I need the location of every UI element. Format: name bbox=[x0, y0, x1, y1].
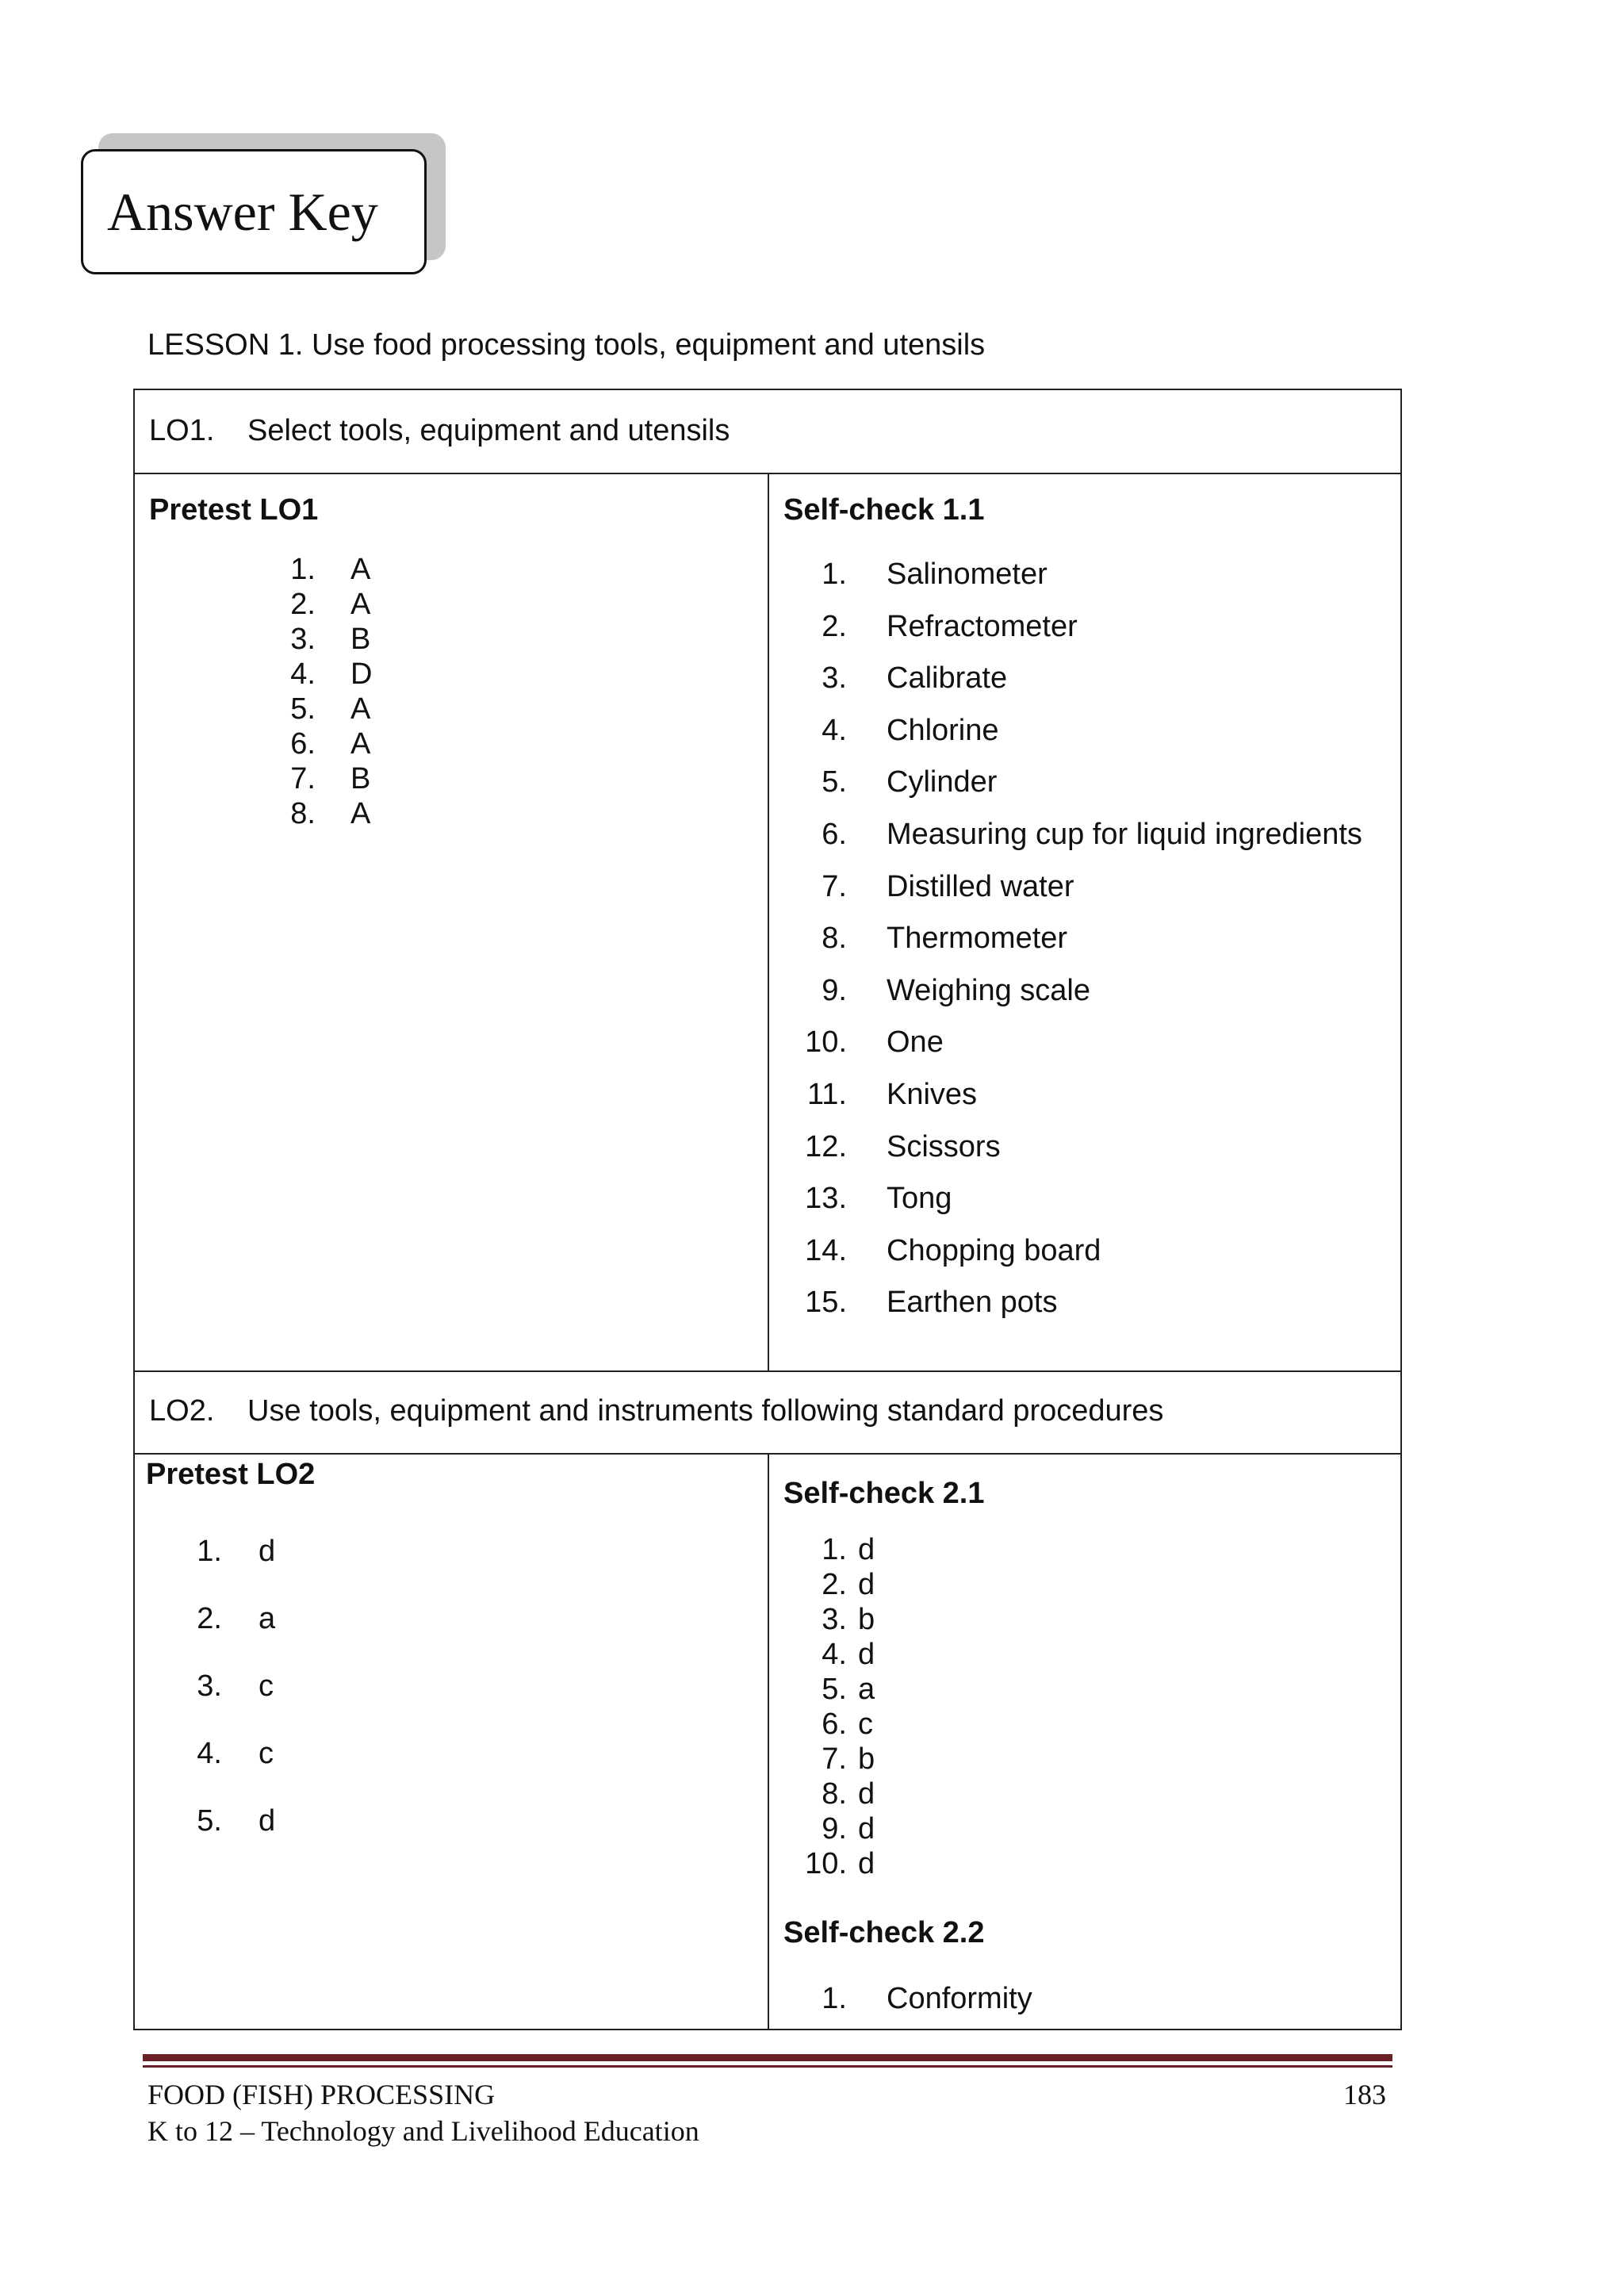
list-item bbox=[801, 1777, 875, 1811]
item-answer: A bbox=[350, 797, 371, 830]
selfcheck-2-2-list bbox=[801, 1973, 1032, 2025]
list-item bbox=[801, 1811, 875, 1846]
list-item bbox=[270, 796, 372, 831]
item-answer: Thermometer bbox=[887, 922, 1068, 956]
item-number: 8. bbox=[822, 1777, 847, 1811]
item-answer: c bbox=[259, 1669, 274, 1703]
pretest-lo1-list bbox=[270, 552, 372, 831]
lesson-title: LESSON 1. Use food processing tools, equipment and utensils bbox=[147, 328, 986, 362]
item-answer: Scissors bbox=[887, 1129, 1001, 1163]
list-item bbox=[801, 1742, 875, 1777]
item-answer: B bbox=[350, 623, 371, 656]
list-item bbox=[801, 1672, 875, 1707]
list-item bbox=[801, 965, 1362, 1018]
list-item bbox=[801, 1121, 1362, 1174]
item-answer: Salinometer bbox=[887, 558, 1048, 591]
list-item bbox=[801, 913, 1362, 965]
item-answer: c bbox=[259, 1737, 274, 1770]
item-answer: Tong bbox=[887, 1182, 952, 1216]
list-item bbox=[801, 757, 1362, 809]
list-item bbox=[801, 861, 1362, 914]
item-number: 9. bbox=[822, 1812, 847, 1846]
list-item bbox=[270, 587, 372, 622]
item-number: 3. bbox=[822, 661, 847, 696]
item-number: 13. bbox=[805, 1182, 847, 1216]
item-number: 8. bbox=[822, 922, 847, 956]
item-number: 14. bbox=[805, 1233, 847, 1267]
list-item bbox=[270, 761, 372, 796]
item-number: 5. bbox=[822, 1673, 847, 1706]
item-answer: Conformity bbox=[887, 1982, 1032, 2015]
item-number: 10. bbox=[805, 1025, 847, 1060]
item-number: 8. bbox=[290, 797, 316, 830]
item-number: 1. bbox=[822, 558, 847, 591]
item-answer: b bbox=[858, 1742, 875, 1776]
page-number: 183 bbox=[1343, 2079, 1386, 2110]
list-item bbox=[801, 705, 1362, 757]
item-number: 4. bbox=[822, 713, 847, 747]
list-item bbox=[801, 1225, 1362, 1278]
item-answer: a bbox=[259, 1602, 276, 1635]
item-number: 5. bbox=[822, 765, 847, 799]
item-answer: d bbox=[858, 1812, 875, 1846]
item-answer: D bbox=[350, 657, 373, 691]
item-number: 1. bbox=[197, 1535, 222, 1568]
list-item bbox=[182, 1518, 275, 1585]
item-number: 5. bbox=[290, 692, 316, 726]
item-answer: A bbox=[350, 553, 371, 586]
item-answer: One bbox=[887, 1025, 944, 1060]
list-item bbox=[801, 1707, 875, 1742]
item-number: 2. bbox=[197, 1602, 222, 1635]
item-answer: d bbox=[259, 1535, 276, 1568]
list-item bbox=[270, 622, 372, 657]
item-answer: Refractometer bbox=[887, 609, 1078, 643]
item-number: 7. bbox=[822, 869, 847, 903]
list-item bbox=[182, 1788, 275, 1855]
list-item bbox=[801, 1846, 875, 1881]
table-divider bbox=[135, 1370, 1400, 1372]
item-number: 3. bbox=[290, 623, 316, 656]
list-item bbox=[801, 1567, 875, 1602]
item-number: 4. bbox=[822, 1638, 847, 1671]
list-item bbox=[182, 1720, 275, 1788]
item-number: 9. bbox=[822, 973, 847, 1007]
item-answer: d bbox=[858, 1638, 875, 1671]
list-item bbox=[801, 1532, 875, 1567]
list-item bbox=[182, 1585, 275, 1653]
list-item bbox=[801, 1602, 875, 1637]
item-answer: c bbox=[858, 1708, 873, 1741]
list-item bbox=[801, 1069, 1362, 1121]
item-number: 1. bbox=[822, 1982, 847, 2015]
list-item bbox=[801, 1637, 875, 1672]
list-item bbox=[270, 657, 372, 692]
item-answer: d bbox=[259, 1804, 276, 1838]
selfcheck-2-1-title: Self-check 2.1 bbox=[783, 1477, 985, 1510]
item-answer: b bbox=[858, 1603, 875, 1636]
lo2-code: LO2. bbox=[149, 1394, 215, 1428]
footer-program: K to 12 – Technology and Livelihood Education bbox=[147, 2115, 699, 2147]
lo2-header bbox=[149, 1394, 1163, 1428]
list-item bbox=[270, 692, 372, 726]
list-item bbox=[801, 549, 1362, 601]
item-number: 6. bbox=[822, 1708, 847, 1741]
list-item bbox=[270, 726, 372, 761]
list-item bbox=[182, 1653, 275, 1720]
item-answer: d bbox=[858, 1568, 875, 1601]
item-number: 7. bbox=[822, 1742, 847, 1776]
item-answer: Cylinder bbox=[887, 765, 998, 799]
item-number: 5. bbox=[197, 1804, 222, 1838]
item-answer: Weighing scale bbox=[887, 973, 1091, 1007]
item-number: 6. bbox=[290, 727, 316, 761]
item-number: 2. bbox=[290, 588, 316, 621]
item-number: 1. bbox=[822, 1533, 847, 1566]
selfcheck-2-2-title: Self-check 2.2 bbox=[783, 1916, 985, 1949]
item-answer: A bbox=[350, 588, 371, 621]
footer-rule-thin bbox=[143, 2065, 1392, 2068]
item-answer: B bbox=[350, 762, 371, 795]
item-number: 7. bbox=[290, 762, 316, 795]
list-item bbox=[801, 1277, 1362, 1329]
footer-subject: FOOD (FISH) PROCESSING bbox=[147, 2079, 496, 2110]
item-number: 4. bbox=[290, 657, 316, 691]
lo1-title: Select tools, equipment and utensils bbox=[247, 414, 730, 447]
lo1-header bbox=[149, 414, 730, 448]
pretest-lo2-title: Pretest LO2 bbox=[146, 1458, 316, 1491]
selfcheck-2-1-list bbox=[801, 1532, 875, 1881]
pretest-lo1-title: Pretest LO1 bbox=[149, 493, 319, 527]
item-number: 3. bbox=[822, 1603, 847, 1636]
list-item bbox=[801, 1173, 1362, 1225]
list-item bbox=[801, 653, 1362, 705]
item-answer: a bbox=[858, 1673, 875, 1706]
lo2-title: Use tools, equipment and instruments following standard procedures bbox=[247, 1394, 1164, 1428]
list-item bbox=[801, 809, 1362, 861]
item-answer: Chopping board bbox=[887, 1233, 1101, 1267]
item-number: 2. bbox=[822, 1568, 847, 1601]
item-answer: d bbox=[858, 1847, 875, 1880]
item-number: 6. bbox=[822, 817, 847, 851]
item-answer: Distilled water bbox=[887, 869, 1074, 903]
item-number: 12. bbox=[805, 1129, 847, 1163]
item-answer: Measuring cup for liquid ingredients bbox=[887, 817, 1362, 851]
item-number: 15. bbox=[805, 1286, 847, 1320]
column-divider bbox=[768, 473, 769, 1370]
lo1-code: LO1. bbox=[149, 414, 215, 447]
footer-rule bbox=[143, 2054, 1392, 2061]
list-item bbox=[270, 552, 372, 587]
item-answer: Knives bbox=[887, 1077, 978, 1111]
item-number: 3. bbox=[197, 1669, 222, 1703]
selfcheck-1-1-list bbox=[801, 549, 1362, 1329]
list-item bbox=[801, 1973, 1032, 2025]
item-answer: Chlorine bbox=[887, 713, 999, 747]
title-tab bbox=[81, 149, 427, 274]
item-number: 2. bbox=[822, 609, 847, 643]
item-answer: d bbox=[858, 1777, 875, 1811]
item-answer: A bbox=[350, 692, 371, 726]
item-number: 10. bbox=[805, 1847, 847, 1880]
selfcheck-1-1-title: Self-check 1.1 bbox=[783, 493, 985, 527]
item-answer: Calibrate bbox=[887, 661, 1008, 696]
item-answer: d bbox=[858, 1533, 875, 1566]
list-item bbox=[801, 601, 1362, 654]
pretest-lo2-list bbox=[182, 1518, 275, 1855]
footer-text bbox=[147, 2076, 699, 2149]
item-answer: Earthen pots bbox=[887, 1286, 1058, 1320]
page-title: Answer Key bbox=[107, 182, 378, 242]
item-number: 4. bbox=[197, 1737, 222, 1770]
item-number: 1. bbox=[290, 553, 316, 586]
item-answer: A bbox=[350, 727, 371, 761]
list-item bbox=[801, 1017, 1362, 1069]
answer-table bbox=[133, 389, 1402, 2030]
item-number: 11. bbox=[806, 1077, 847, 1111]
column-divider bbox=[768, 1453, 769, 2030]
